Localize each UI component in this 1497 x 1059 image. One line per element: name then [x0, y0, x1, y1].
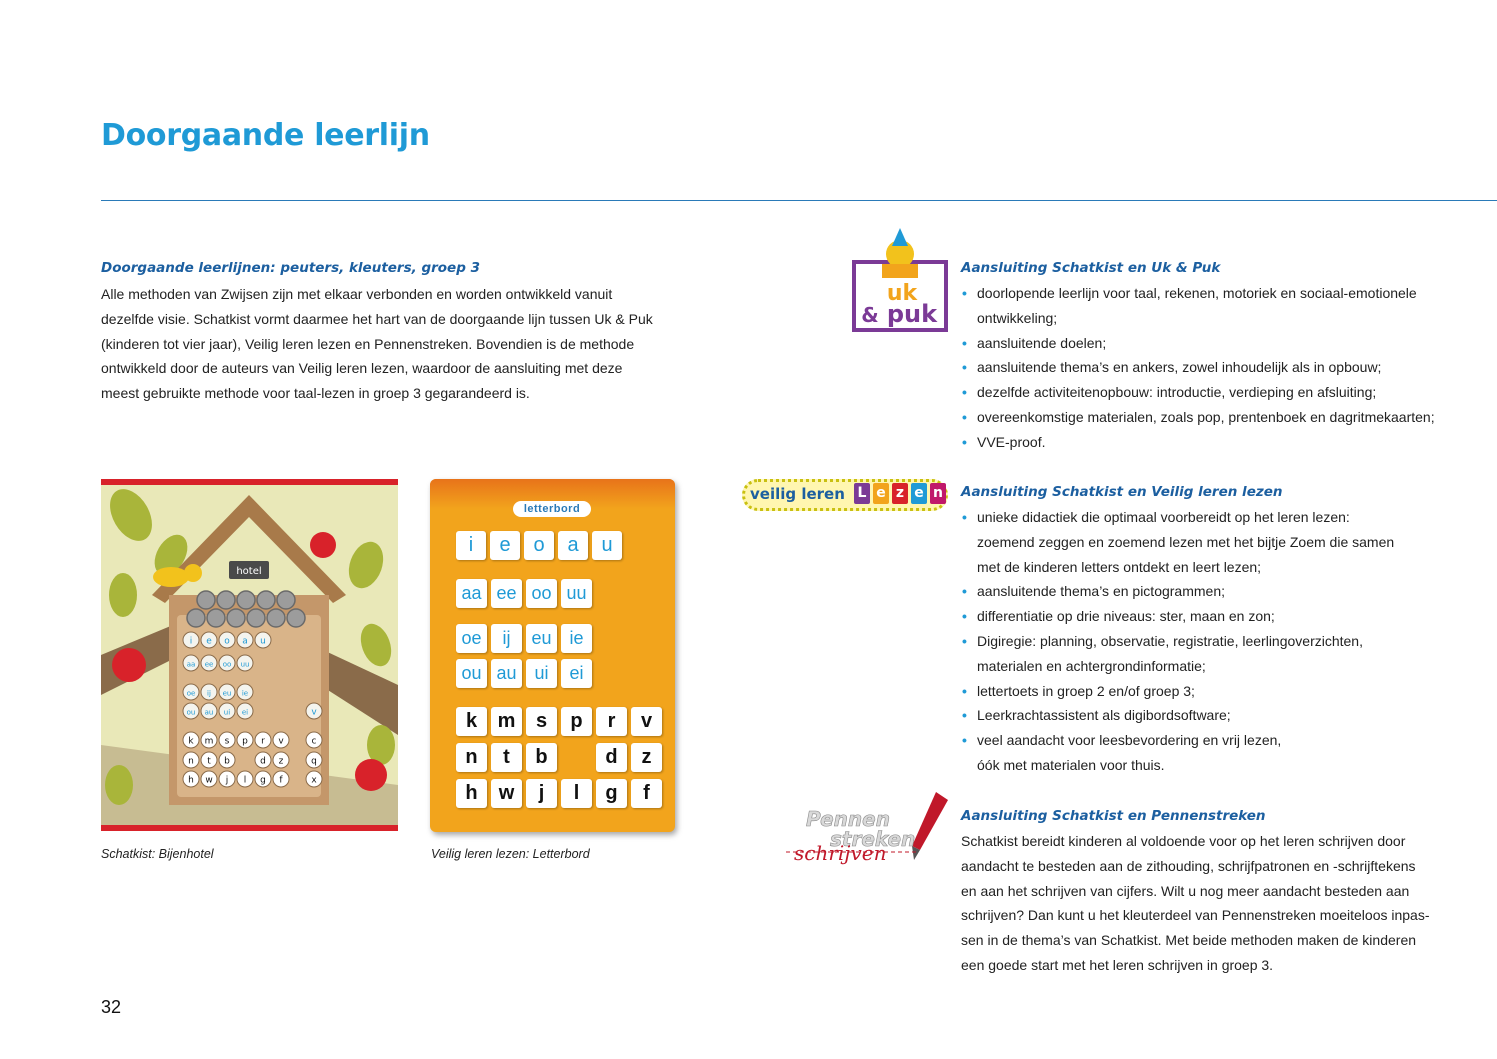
letter-tile: m — [491, 707, 522, 736]
letter-tile: f — [631, 779, 662, 808]
bullet-item — [961, 405, 1461, 430]
bijenhotel-letter: eu — [222, 689, 232, 698]
intro-line: (kinderen tot vier jaar), Veilig leren lezen en Pennenstreken. Bovendien is de methode — [101, 335, 635, 352]
bijenhotel-letter: t — [207, 756, 211, 767]
bullet-item — [961, 728, 1461, 778]
vll-logo-letter: e — [873, 483, 889, 504]
bullet-line: • aansluitende doelen; — [977, 334, 1107, 351]
bijenhotel-letter: v — [311, 707, 317, 718]
pennen-line: en aan het schrijven van cijfers. Wilt u nog meer aandacht besteden aan — [961, 882, 1410, 899]
letter-tile: ui — [526, 659, 557, 688]
letter-tile: d — [596, 743, 627, 772]
intro-body — [101, 282, 681, 406]
vll-logo-letter: e — [911, 483, 927, 504]
letter-tile: k — [456, 707, 487, 736]
bullet-line: • veel aandacht voor leesbevordering en vrij lezen, — [977, 732, 1282, 749]
letter-tile: aa — [456, 579, 487, 608]
ukpuk-logo-amp: & — [861, 303, 879, 327]
bullet-item — [961, 579, 1461, 604]
letterbord-caption: Veilig leren lezen: Letterbord — [431, 847, 590, 861]
bijenhotel-letter: n — [188, 756, 194, 767]
intro-section — [101, 260, 681, 406]
letterbord-row — [456, 624, 592, 653]
bullet-item — [961, 629, 1461, 679]
letterbord-row — [456, 531, 622, 560]
bullet-line: • aansluitende thema’s en ankers, zowel inhoudelijk als in opbouw; — [977, 359, 1382, 376]
vll-section — [961, 484, 1461, 778]
letter-tile: i — [456, 531, 486, 560]
letter-tile: oe — [456, 624, 487, 653]
bijenhotel-letter: ij — [207, 689, 211, 698]
ukpuk-section — [961, 260, 1461, 455]
bullet-line: • Leerkrachtassistent als digibordsoftware; — [977, 707, 1231, 724]
bijenhotel-letter: g — [260, 775, 266, 786]
letterbord-row — [456, 659, 592, 688]
title-divider — [101, 200, 1497, 201]
bijenhotel-letter: p — [242, 736, 248, 747]
letterbord-title: letterbord — [513, 501, 591, 517]
hotel-sign: hotel — [236, 566, 262, 577]
letterbord-image — [430, 479, 675, 832]
letter-tile: h — [456, 779, 487, 808]
bullet-line: • Digiregie: planning, observatie, registratie, leerlingoverzichten, — [977, 632, 1363, 649]
bijenhotel-letter: ei — [241, 708, 249, 717]
bullet-line: • unieke didactiek die optimaal voorbereidt op het leren lezen: — [977, 509, 1350, 525]
letter-tile: ou — [456, 659, 487, 688]
pennen-line: schrijven? Dan kunt u het kleuterdeel van Pennenstreken moeiteloos inpas- — [961, 907, 1430, 924]
intro-line: dezelfde visie. Schatkist vormt daarmee het hart van de doorgaande lijn tussen Uk & Puk — [101, 310, 653, 327]
bijenhotel-letter: c — [311, 736, 317, 747]
letter-tile: ei — [561, 659, 592, 688]
bijenhotel-letter: l — [243, 775, 247, 786]
bullet-line: met de kinderen letters ontdekt en leert lezen; — [977, 558, 1262, 575]
bijenhotel-letter: a — [242, 636, 248, 647]
bijenhotel-image — [101, 479, 398, 831]
intro-line: meest gebruikte methode voor taal-lezen in groep 3 gegarandeerd is. — [101, 385, 530, 402]
letter-tile: e — [490, 531, 520, 560]
bullet-line: • VVE-proof. — [977, 433, 1046, 450]
ukpuk-logo — [852, 228, 948, 332]
pennen-line: een goede start met het leren schrijven in groep 3. — [961, 956, 1274, 973]
letter-tile: n — [456, 743, 487, 772]
vll-logo-letter: L — [854, 483, 870, 504]
letter-tile: l — [561, 779, 592, 808]
letter-tile: b — [526, 743, 557, 772]
bullet-line: óók met materialen voor thuis. — [977, 756, 1165, 773]
letter-tile: z — [631, 743, 662, 772]
bijenhotel-letter: f — [279, 775, 283, 786]
bijenhotel-letter: m — [204, 736, 214, 747]
bijenhotel-letter: au — [204, 708, 214, 717]
bijenhotel-letter: ui — [223, 708, 231, 717]
pennen-line: Schatkist bereidt kinderen al voldoende voor op het leren schrijven door — [961, 833, 1406, 849]
vll-logo-letter: n — [930, 483, 946, 504]
pennen-heading: Aansluiting Schatkist en Pennenstreken — [961, 808, 1266, 824]
letter-tile: g — [596, 779, 627, 808]
vll-logo-letter: z — [892, 483, 908, 504]
bullet-item — [961, 380, 1461, 405]
bullet-item — [961, 505, 1461, 579]
bullet-item — [961, 281, 1461, 331]
bullet-line: • differentiatie op drie niveaus: ster, maan en zon; — [977, 608, 1275, 625]
letter-tile: j — [526, 779, 557, 808]
bullet-line: • overeenkomstige materialen, zoals pop, prentenboek en dagritmekaarten; — [977, 408, 1435, 425]
bijenhotel-letter: w — [205, 775, 213, 786]
letter-tile: ee — [491, 579, 522, 608]
vll-logo-text: veilig leren — [750, 485, 845, 503]
letterbord-row — [456, 579, 592, 608]
ukpuk-logo-puk: puk — [886, 300, 938, 328]
bijenhotel-letter: ie — [241, 689, 249, 698]
letter-tile: w — [491, 779, 522, 808]
bijenhotel-letter: j — [225, 775, 229, 786]
bullet-line: • doorlopende leerlijn voor taal, rekenen, motoriek en sociaal-emotionele — [977, 285, 1417, 301]
bijenhotel-illustration — [101, 485, 398, 825]
bullet-item — [961, 703, 1461, 728]
letter-tile: t — [491, 743, 522, 772]
bijenhotel-letter: oo — [222, 660, 232, 669]
letter-tile: ij — [491, 624, 522, 653]
bullet-line: zoemend zeggen en zoemend lezen met het bijtje Zoem die samen — [977, 533, 1395, 550]
letter-tile: r — [596, 707, 627, 736]
pennen-logo-line2: streken — [830, 827, 916, 851]
page-number: 32 — [101, 997, 122, 1017]
letter-tile: eu — [526, 624, 557, 653]
bijenhotel-letter: u — [260, 636, 266, 647]
letter-tile: o — [524, 531, 554, 560]
bijenhotel-letter: d — [260, 756, 266, 767]
pennen-line: sen in de thema’s van Schatkist. Met beide methoden maken de kinderen — [961, 932, 1417, 949]
bullet-item — [961, 604, 1461, 629]
bullet-line: ontwikkeling; — [977, 309, 1058, 326]
bijenhotel-letter: uu — [240, 660, 250, 669]
bijenhotel-letter: aa — [186, 660, 196, 669]
letter-tile: a — [558, 531, 588, 560]
bijenhotel-letter: s — [224, 736, 230, 747]
bijenhotel-caption: Schatkist: Bijenhotel — [101, 847, 214, 861]
bijenhotel-letter: e — [206, 636, 212, 647]
pennen-logo-line3: schrijven — [794, 841, 887, 865]
letter-tile: ie — [561, 624, 592, 653]
letter-tile: uu — [561, 579, 592, 608]
bullet-line: • lettertoets in groep 2 en/of groep 3; — [977, 682, 1195, 699]
bijenhotel-letter: i — [189, 636, 193, 647]
bijenhotel-letter: k — [188, 736, 194, 747]
intro-line: Alle methoden van Zwijsen zijn met elkaar verbonden en worden ontwikkeld vanuit — [101, 286, 613, 302]
bullet-item — [961, 679, 1461, 704]
letter-tile: au — [491, 659, 522, 688]
letterbord-row — [456, 779, 662, 808]
ukpuk-logo-uk: uk — [886, 281, 918, 306]
bijenhotel-letter: q — [311, 756, 317, 767]
bijenhotel-letter: h — [188, 775, 194, 786]
ukpuk-heading: Aansluiting Schatkist en Uk & Puk — [961, 260, 1221, 276]
letter-tile: u — [592, 531, 622, 560]
vll-logo — [742, 479, 948, 511]
letter-tile: p — [561, 707, 592, 736]
pennen-section — [961, 808, 1451, 978]
bijenhotel-letter: oe — [186, 689, 196, 698]
letter-tile: oo — [526, 579, 557, 608]
bullet-line: • dezelfde activiteitenopbouw: introductie, verdieping en afsluiting; — [977, 384, 1377, 401]
bijenhotel-letter: z — [278, 756, 284, 767]
bijenhotel-letter: ou — [186, 708, 196, 717]
vll-logo-letters — [854, 483, 946, 504]
letterbord-row — [456, 743, 662, 772]
letter-tile: v — [631, 707, 662, 736]
letter-tile: s — [526, 707, 557, 736]
letterbord-row — [456, 707, 662, 736]
bullet-line: materialen en achtergrondinformatie; — [977, 657, 1206, 674]
bijenhotel-letter: v — [278, 736, 284, 747]
bullet-item — [961, 430, 1461, 455]
bijenhotel-letter: ee — [204, 660, 214, 669]
vll-bullet-list — [961, 505, 1461, 778]
bullet-line: • aansluitende thema’s en pictogrammen; — [977, 583, 1226, 600]
ukpuk-bullet-list — [961, 281, 1461, 455]
bullet-item — [961, 355, 1461, 380]
pennen-logo-line1: Pennen — [806, 807, 890, 831]
intro-line: ontwikkeld door de auteurs van Veilig leren lezen, waardoor de aansluiting met deze — [101, 360, 623, 377]
vll-heading: Aansluiting Schatkist en Veilig leren lezen — [961, 484, 1283, 500]
bijenhotel-letter: r — [261, 736, 265, 747]
bijenhotel-letter: x — [311, 775, 317, 786]
bijenhotel-letter: o — [224, 636, 230, 647]
pennenstreken-logo — [786, 788, 956, 874]
pennen-line: aandacht te besteden aan de zithouding, schrijfpatronen en -schrijftekens — [961, 857, 1416, 874]
intro-heading: Doorgaande leerlijnen: peuters, kleuters, groep 3 — [101, 260, 480, 276]
page-title: Doorgaande leerlijn — [101, 118, 430, 153]
bijenhotel-letter: b — [224, 756, 230, 767]
pennen-body — [961, 829, 1451, 978]
bullet-item — [961, 331, 1461, 356]
